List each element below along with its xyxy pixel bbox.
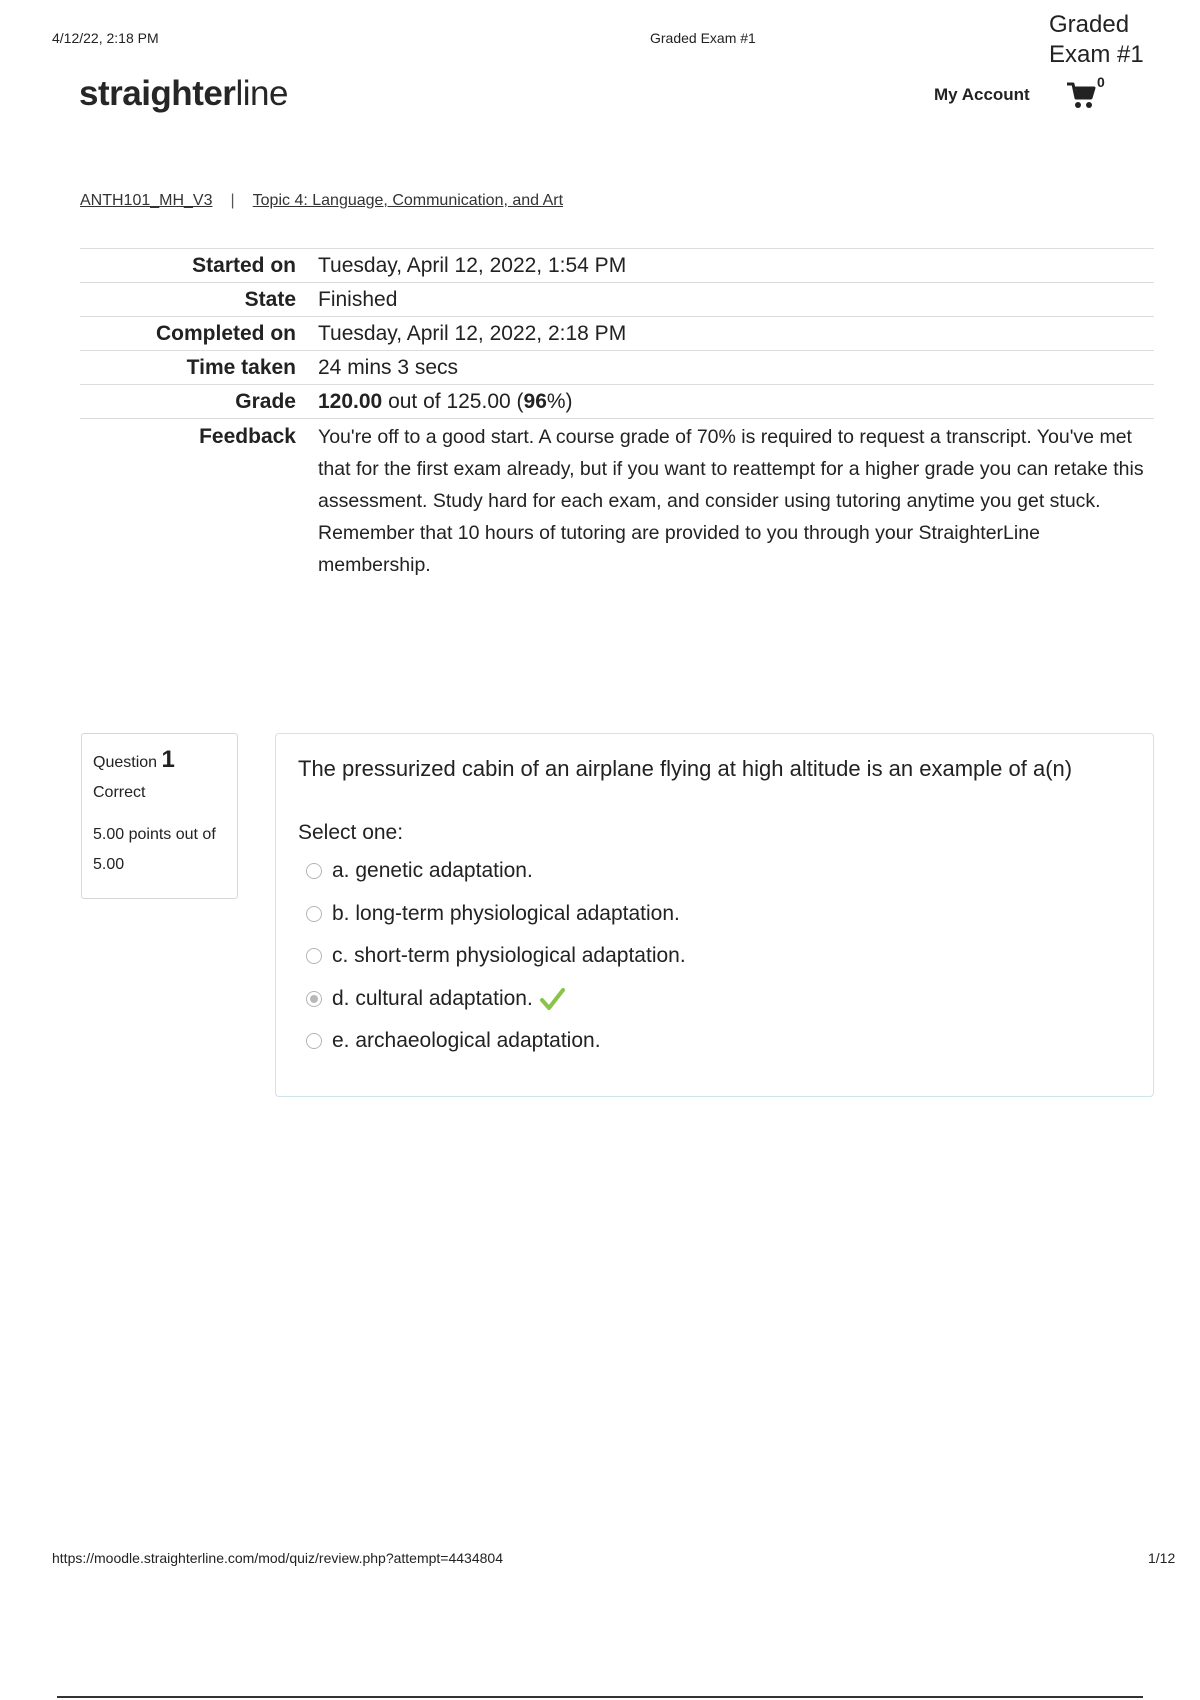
checkmark-icon — [539, 986, 565, 1012]
summary-row-started — [80, 249, 1154, 283]
attempt-summary-table — [80, 248, 1154, 585]
grade-end: %) — [546, 390, 573, 413]
summary-row-time — [80, 351, 1154, 385]
answer-option-c[interactable] — [306, 941, 686, 971]
completed-label: Completed on — [80, 317, 318, 351]
grade-score: 120.00 — [318, 390, 383, 413]
answer-option-d[interactable] — [306, 984, 565, 1014]
straighterline-logo[interactable] — [79, 74, 288, 114]
breadcrumb-topic-link[interactable]: Topic 4: Language, Communication, and Art — [252, 192, 564, 209]
grade-label: Grade — [80, 385, 318, 419]
bottom-divider — [57, 1696, 1143, 1698]
radio-icon[interactable] — [306, 1033, 322, 1049]
print-date: 4/12/22, 2:18 PM — [52, 30, 159, 46]
question-grade: 5.00 points out of 5.00 — [93, 826, 216, 873]
completed-value: Tuesday, April 12, 2022, 2:18 PM — [318, 317, 1154, 351]
radio-icon[interactable] — [306, 948, 322, 964]
grade-value — [318, 385, 1154, 419]
my-account-link[interactable]: My Account — [934, 85, 1030, 104]
question-number — [93, 746, 226, 774]
feedback-label: Feedback — [80, 419, 318, 586]
feedback-text: You're off to a good start. A course grade of 70% is required to request a transcript. You've met that for the first exam already, but if you want to reattempt for a higher grade you can retake this assessment. Study hard for each exam, and consider using tutoring anytime you get stuck. Remember that 10 hours of tutoring are provided to you through your StraighterLine membership. — [318, 419, 1154, 586]
grade-percent: 96 — [523, 390, 547, 413]
footer-page-number: 1/12 — [1148, 1550, 1176, 1566]
state-value: Finished — [318, 283, 1154, 317]
breadcrumb — [80, 192, 563, 210]
print-title: Graded Exam #1 — [650, 30, 756, 46]
question-info-panel — [81, 733, 238, 899]
time-label: Time taken — [80, 351, 318, 385]
corner-title: Graded Exam #1 — [1049, 11, 1144, 68]
answer-label: c. short-term physiological adaptation. — [332, 944, 686, 967]
question-number-value: 1 — [161, 746, 175, 773]
summary-row-feedback — [80, 419, 1154, 586]
grade-middle: out of 125.00 ( — [382, 390, 524, 413]
summary-row-grade — [80, 385, 1154, 419]
cart-count-badge: 0 — [1097, 74, 1105, 90]
summary-row-state — [80, 283, 1154, 317]
answer-label: e. archaeological adaptation. — [332, 1029, 601, 1052]
radio-icon[interactable] — [306, 906, 322, 922]
answer-option-a[interactable] — [306, 856, 533, 886]
question-text: The pressurized cabin of an airplane flying at high altitude is an example of a(n) — [298, 756, 1073, 781]
answer-label: b. long-term physiological adaptation. — [332, 902, 680, 925]
radio-icon[interactable] — [306, 863, 322, 879]
breadcrumb-course-link[interactable]: ANTH101_MH_V3 — [80, 192, 213, 209]
time-value: 24 mins 3 secs — [318, 351, 1154, 385]
question-state: Correct — [93, 784, 146, 801]
question-label: Question — [93, 754, 158, 771]
answer-option-b[interactable] — [306, 899, 680, 929]
started-label: Started on — [80, 249, 318, 283]
shopping-cart-icon[interactable] — [1066, 80, 1098, 110]
logo-bold-text: straighter — [79, 74, 236, 113]
answer-option-e[interactable] — [306, 1026, 601, 1056]
radio-selected-icon[interactable] — [306, 991, 322, 1007]
summary-row-completed — [80, 317, 1154, 351]
logo-thin-text: line — [235, 74, 288, 113]
answer-label: a. genetic adaptation. — [332, 859, 533, 882]
answer-label: d. cultural adaptation. — [332, 987, 533, 1010]
state-label: State — [80, 283, 318, 317]
select-one-prompt: Select one: — [298, 821, 404, 844]
breadcrumb-separator: | — [230, 192, 235, 209]
question-content-box — [275, 733, 1154, 1097]
started-value: Tuesday, April 12, 2022, 1:54 PM — [318, 249, 1154, 283]
footer-url: https://moodle.straighterline.com/mod/quiz/review.php?attempt=4434804 — [52, 1550, 503, 1566]
